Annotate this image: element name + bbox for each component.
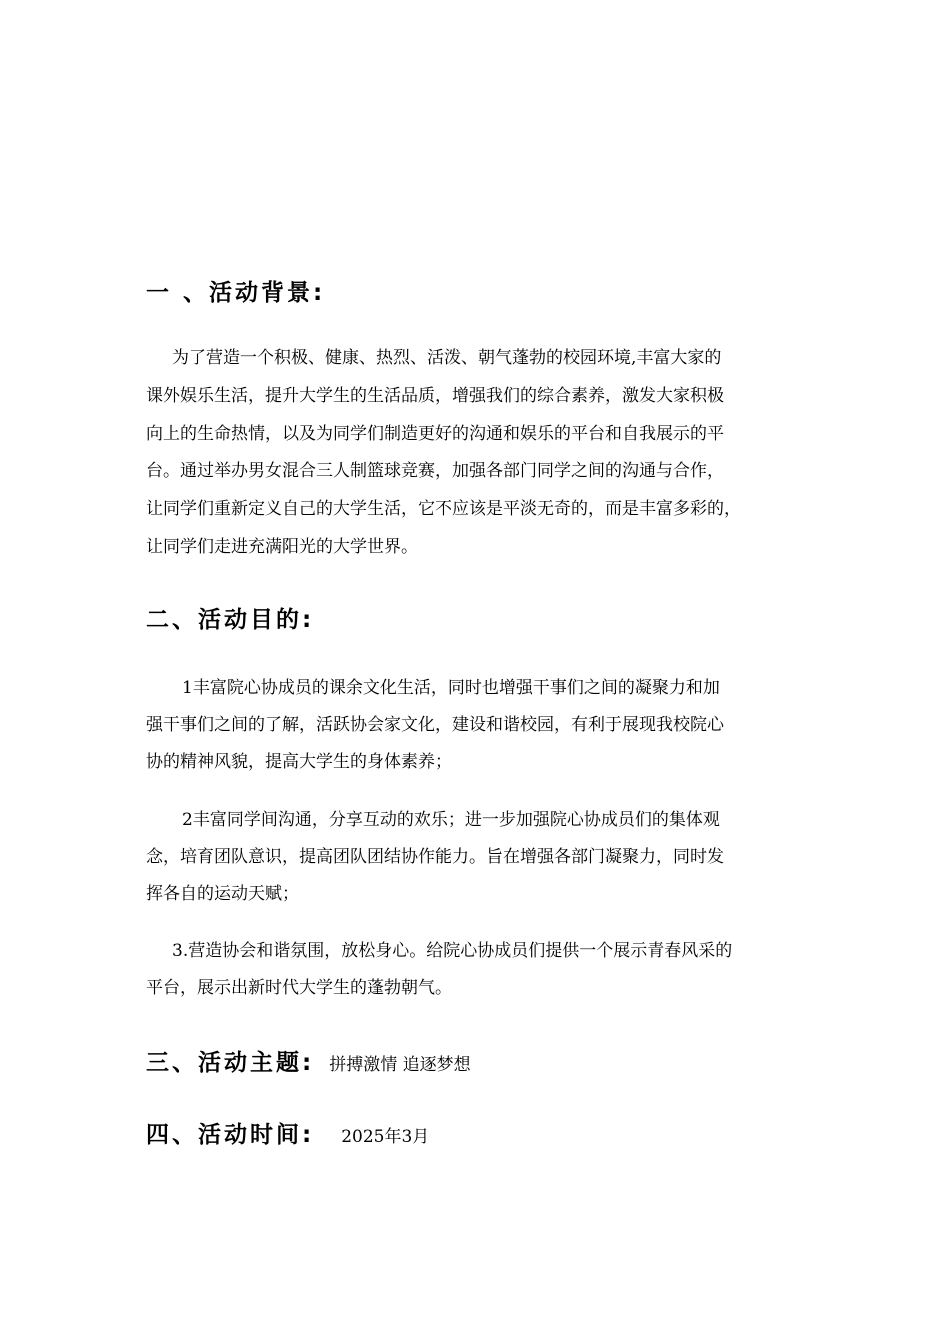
section-4-heading — [146, 1116, 429, 1149]
section-4-date: 2025年3月 — [341, 1127, 430, 1147]
section-3-theme: 拼搏激情 追逐梦想 — [329, 1055, 471, 1075]
section-2-title: 二、活动目的: — [146, 607, 315, 633]
section-1-line: 让同学们重新定义自己的大学生活，它不应该是平淡无奇的，而是丰富多彩的， — [146, 499, 741, 519]
section-4-title: 四、活动时间: — [146, 1122, 315, 1148]
section-2-item-2-line: 挥各自的运动天赋； — [146, 884, 299, 904]
section-1-heading — [146, 274, 325, 307]
section-1-line: 向上的生命热情，以及为同学们制造更好的沟通和娱乐的平台和自我展示的平 — [146, 424, 724, 444]
section-1-line: 为了营造一个积极、健康、热烈、活泼、朝气蓬勃的校园环境,丰富大家的 — [172, 348, 722, 368]
section-3-title: 三、活动主题: — [146, 1050, 315, 1076]
section-2-item-1-line: 1丰富院心协成员的课余文化生活，同时也增强干事们之间的凝聚力和加 — [182, 678, 720, 698]
section-2-item-3-line: 平台，展示出新时代大学生的蓬勃朝气。 — [146, 978, 452, 998]
section-2-item-2-line: 念，培育团队意识，提高团队团结协作能力。旨在增强各部门凝聚力，同时发 — [146, 847, 724, 867]
section-2-item-2-line: 2丰富同学间沟通，分享互动的欢乐；进一步加强院心协成员们的集体观 — [182, 810, 720, 830]
section-3-heading — [146, 1044, 471, 1077]
section-2-heading — [146, 601, 314, 634]
section-2-item-1-line: 强干事们之间的了解，活跃协会家文化，建设和谐校园，有利于展现我校院心 — [146, 715, 724, 735]
section-1-line: 让同学们走进充满阳光的大学世界。 — [146, 537, 418, 557]
section-2-item-3-line: 3.营造协会和谐氛围，放松身心。给院心协成员们提供一个展示青春风采的 — [172, 941, 733, 961]
section-1-line: 课外娱乐生活，提升大学生的生活品质，增强我们的综合素养，激发大家积极 — [146, 386, 724, 406]
section-2-item-1-line: 协的精神风貌，提高大学生的身体素养； — [146, 752, 452, 772]
section-1-title: 一 、活动背景: — [146, 280, 326, 306]
section-1-line: 台。通过举办男女混合三人制篮球竞赛，加强各部门同学之间的沟通与合作， — [146, 461, 724, 481]
